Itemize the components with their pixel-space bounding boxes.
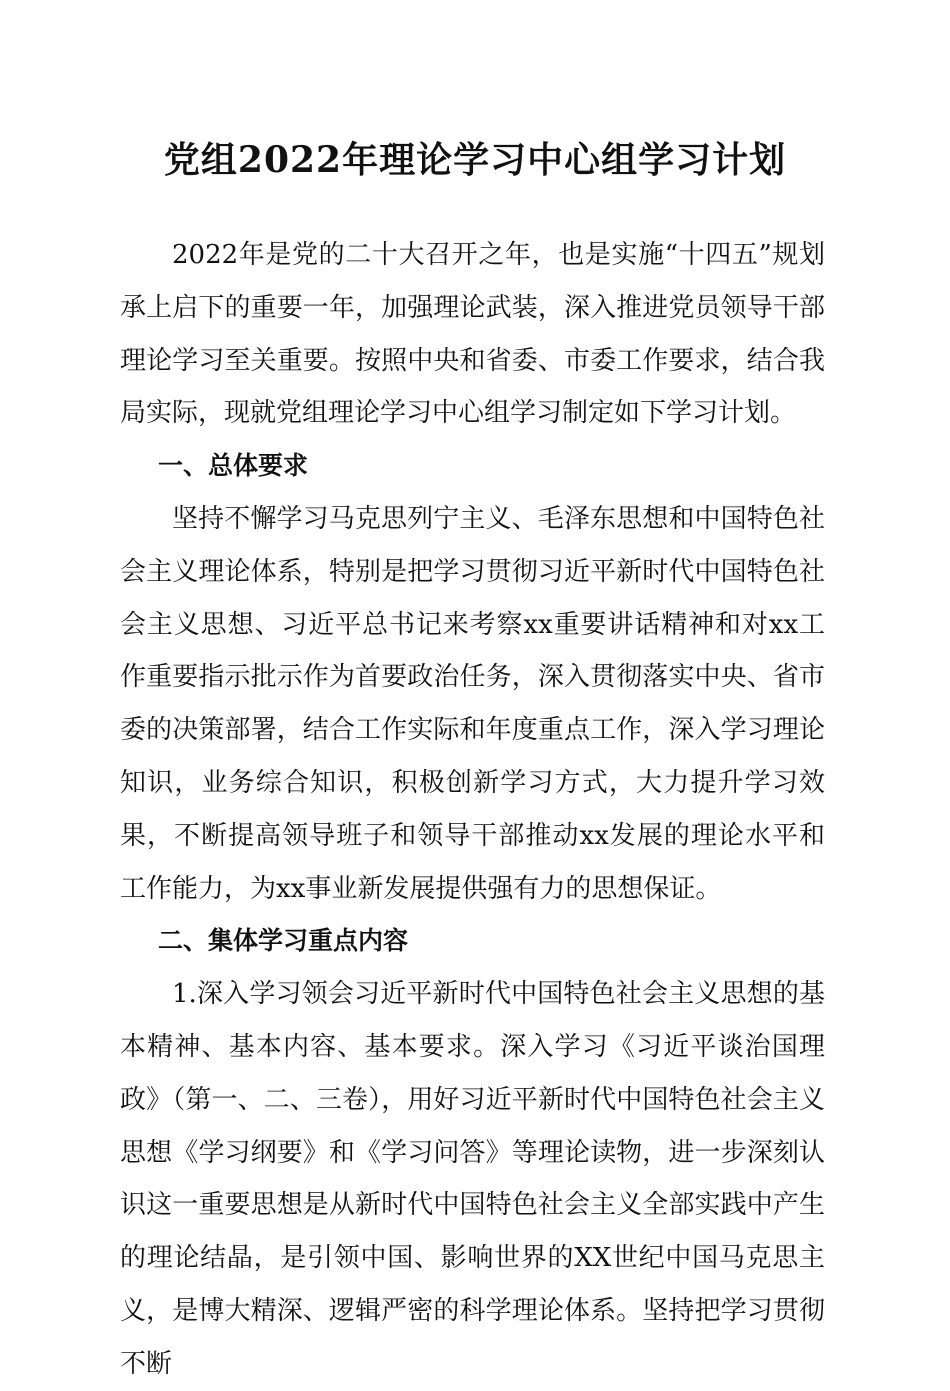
intro-paragraph: 2022年是党的二十大召开之年，也是实施“十四五”规划承上启下的重要一年，加强理论武装，深入推进党员领导干部理论学习至关重要。按照中央和省委、市委工作要求，结合我局实际，现就党组理论学习中心组学习制定如下学习计划。 xyxy=(120,240,825,429)
section-heading-general-requirements: 一、总体要求 xyxy=(158,451,309,481)
section-heading-key-content: 二、集体学习重点内容 xyxy=(158,926,409,956)
document-body xyxy=(120,229,825,1391)
document-title: 党组2022年理论学习中心组学习计划 xyxy=(163,139,787,181)
section-paragraph-key-content: 1.深入学习领会习近平新时代中国特色社会主义思想的基本精神、基本内容、基本要求。深入学习《习近平谈治国理政》（第一、二、三卷），用好习近平新时代中国特色社会主义思想《学习纲要》和《学习问答》等理论读物，进一步深刻认识这一重要思想是从新时代中国特色社会主义全部实践中产生的理论结晶，是引领中国、影响世界的XX世纪中国马克思主义，是博大精深、逻辑严密的科学理论体系。坚持把学习贯彻不断 xyxy=(120,979,825,1379)
section-paragraph-general-requirements: 坚持不懈学习马克思列宁主义、毛泽东思想和中国特色社会主义理论体系，特别是把学习贯彻习近平新时代中国特色社会主义思想、习近平总书记来考察xx重要讲话精神和对xx工作重要指示批示作为首要政治任务，深入贯彻落实中央、省市委的决策部署，结合工作实际和年度重点工作，深入学习理论知识，业务综合知识，积极创新学习方式，大力提升学习效果，不断提高领导班子和领导干部推动xx发展的理论水平和工作能力，为xx事业新发展提供强有力的思想保证。 xyxy=(120,503,825,904)
